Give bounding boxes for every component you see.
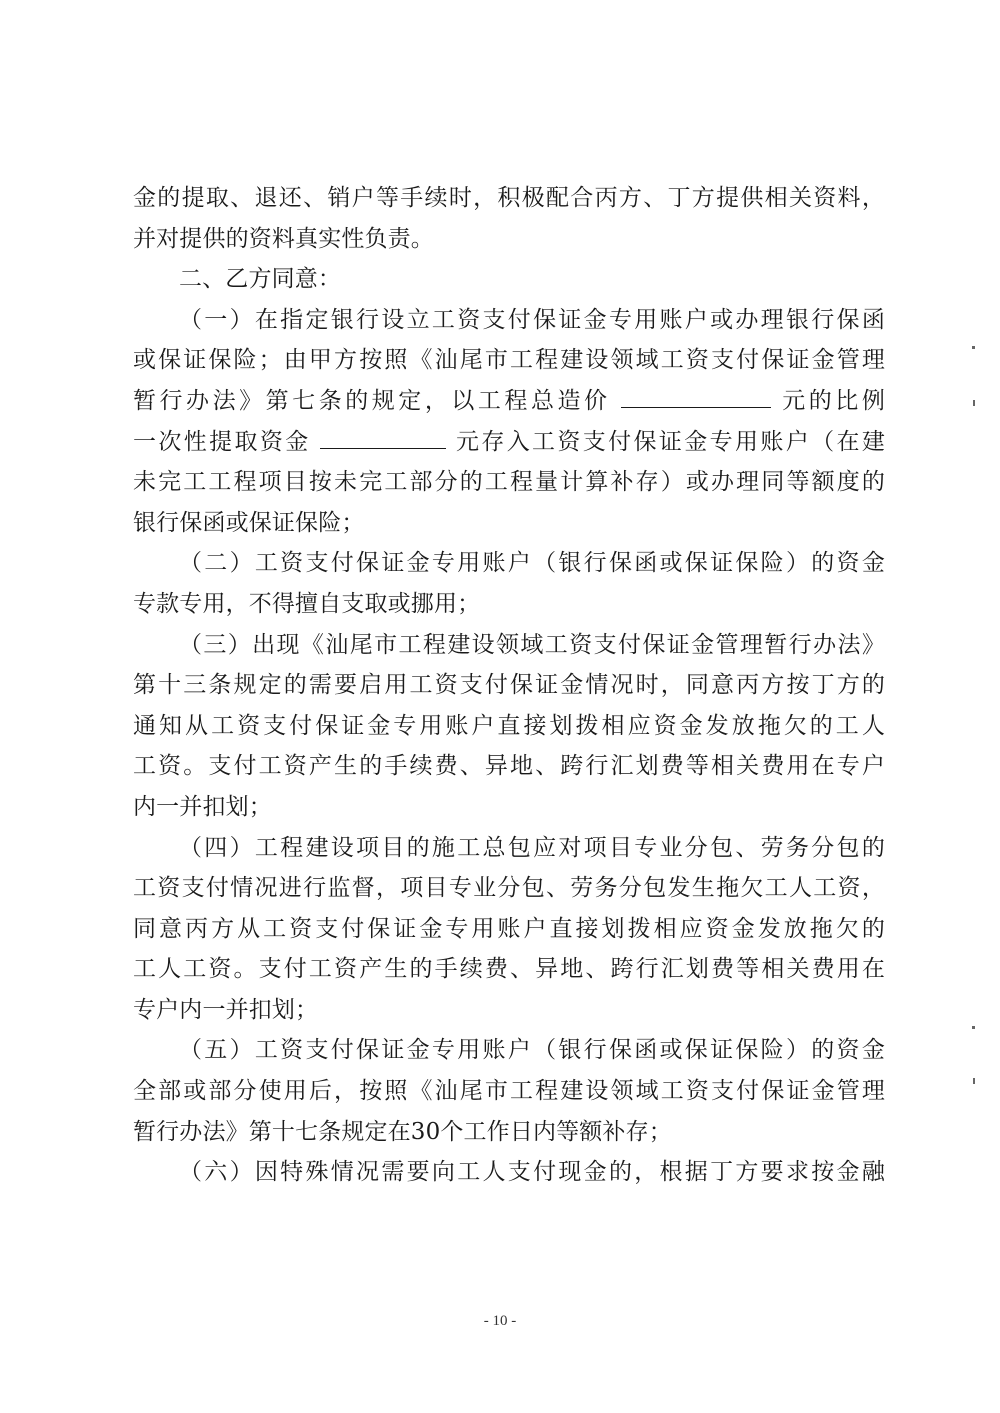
scan-mark (973, 400, 975, 406)
text-line: 金的提取、退还、销户等手续时，积极配合丙方、丁方提供相关资料， (133, 185, 885, 211)
text-line-with-blank (133, 422, 885, 463)
text-segment: 元的比例 (782, 387, 885, 414)
scan-mark (972, 346, 975, 349)
text-line: 同意丙方从工资支付保证金专用账户直接划拨相应资金发放拖欠的 (133, 915, 885, 942)
text-line: 工人工资。支付工资产生的手续费、异地、跨行汇划费等相关费用在 (133, 956, 885, 983)
page-number: - 10 - (483, 1313, 517, 1329)
clause-1-line: （一）在指定银行设立工资支付保证金专用账户或办理银行保函 (179, 306, 885, 333)
text-line: 专户内一并扣划； (133, 996, 319, 1023)
text-line-with-blank (133, 381, 885, 422)
text-line: 内一并扣划； (133, 793, 272, 820)
text-line: 全部或部分使用后，按照《汕尾市工程建设领域工资支付保证金管理 (133, 1078, 885, 1105)
fill-in-blank-total-cost (621, 387, 771, 408)
text-line: 通知从工资支付保证金专用账户直接划拨相应资金发放拖欠的工人 (133, 712, 885, 739)
text-line: 第十三条规定的需要启用工资支付保证金情况时，同意丙方按丁方的 (133, 672, 885, 699)
scan-mark (973, 1078, 975, 1084)
clause-5-line: （五）工资支付保证金专用账户（银行保函或保证保险）的资金 (179, 1037, 885, 1064)
scan-mark (972, 1026, 975, 1029)
text-line: 暂行办法》第十七条规定在30个工作日内等额补存； (133, 1118, 672, 1145)
text-line: 或保证保险；由甲方按照《汕尾市工程建设领域工资支付保证金管理 (133, 347, 885, 374)
text-segment: 暂行办法》第七条的规定，以工程总造价 (133, 387, 611, 414)
text-line: 银行保函或保证保险； (133, 509, 365, 536)
clause-3-line: （三）出现《汕尾市工程建设领域工资支付保证金管理暂行办法》 (179, 631, 885, 658)
clause-6-line: （六）因特殊情况需要向工人支付现金的，根据丁方要求按金融 (179, 1159, 885, 1186)
text-segment: 一次性提取资金 (133, 428, 311, 455)
text-line: 专款专用，不得擅自支取或挪用； (133, 590, 481, 617)
text-line: 工资支付情况进行监督，项目专业分包、劳务分包发生拖欠工人工资， (133, 875, 885, 902)
section-heading: 二、乙方同意： (179, 266, 342, 293)
text-line: 并对提供的资料真实性负责。 (133, 225, 434, 252)
text-line: 未完工工程项目按未完工部分的工程量计算补存）或办理同等额度的 (133, 469, 885, 496)
clause-4-line: （四）工程建设项目的施工总包应对项目专业分包、劳务分包的 (179, 834, 885, 861)
clause-2-line: （二）工资支付保证金专用账户（银行保函或保证保险）的资金 (179, 550, 885, 577)
document-body (133, 178, 885, 1193)
fill-in-blank-amount (320, 428, 446, 449)
text-segment: 元存入工资支付保证金专用账户（在建 (455, 428, 885, 455)
text-line: 工资。支付工资产生的手续费、异地、跨行汇划费等相关费用在专户 (133, 753, 885, 780)
